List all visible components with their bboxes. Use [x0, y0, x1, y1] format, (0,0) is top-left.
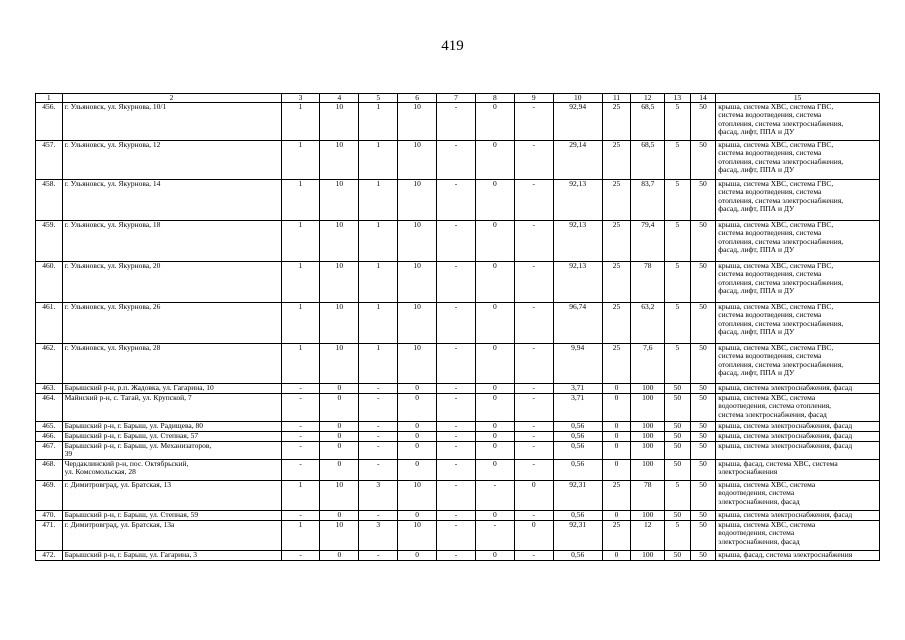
column-number-cell: 5: [359, 94, 398, 103]
value-cell: 0: [475, 422, 514, 432]
value-cell: 1: [359, 180, 398, 221]
value-cell: 10: [320, 344, 359, 384]
value-cell: 50: [665, 442, 691, 460]
row-number-cell: 470.: [36, 511, 63, 521]
works-list-cell: крыша, система ХВС, система водоотведения, система электроснабжения, фасад: [716, 521, 880, 551]
address-cell: Барышский р-н, г. Барыш, ул. Степная, 57: [62, 432, 281, 442]
value-cell: 0,56: [553, 511, 602, 521]
value-cell: 50: [690, 521, 716, 551]
column-number-cell: 10: [553, 94, 602, 103]
address-cell: Барышский р-н, г. Барыш, ул. Радищева, 80: [62, 422, 281, 432]
value-cell: 5: [665, 344, 691, 384]
value-cell: 0,56: [553, 422, 602, 432]
value-cell: 92,31: [553, 521, 602, 551]
table-row: [36, 394, 880, 422]
value-cell: 50: [690, 221, 716, 262]
value-cell: 100: [631, 551, 665, 561]
address-cell: г. Димитровград, ул. Братская, 13а: [62, 521, 281, 551]
row-number-cell: 456.: [36, 103, 63, 141]
value-cell: 12: [631, 521, 665, 551]
value-cell: 0: [398, 551, 437, 561]
table-row: [36, 103, 880, 141]
works-list-cell: крыша, система ХВС, система ГВС, система водоотведения, система отопления, система электроснабжения, фасад, лифт, ППА и ДУ: [716, 221, 880, 262]
value-cell: 10: [398, 344, 437, 384]
value-cell: 9,94: [553, 344, 602, 384]
value-cell: 0,56: [553, 442, 602, 460]
value-cell: 0: [475, 384, 514, 394]
value-cell: 0: [602, 422, 631, 432]
value-cell: 25: [602, 180, 631, 221]
column-number-cell: 11: [602, 94, 631, 103]
value-cell: 63,2: [631, 303, 665, 344]
works-list-cell: крыша, фасад, система электроснабжения: [716, 551, 880, 561]
value-cell: 50: [690, 422, 716, 432]
row-number-cell: 471.: [36, 521, 63, 551]
value-cell: -: [359, 384, 398, 394]
value-cell: -: [514, 422, 553, 432]
table-row: [36, 422, 880, 432]
value-cell: -: [281, 511, 320, 521]
column-number-cell: 15: [716, 94, 880, 103]
value-cell: -: [437, 394, 476, 422]
column-number-cell: 12: [631, 94, 665, 103]
value-cell: -: [514, 551, 553, 561]
value-cell: 10: [398, 303, 437, 344]
table-row: [36, 180, 880, 221]
column-number-cell: 9: [514, 94, 553, 103]
column-number-cell: 8: [475, 94, 514, 103]
table-row: [36, 551, 880, 561]
works-list-cell: крыша, система ХВС, система водоотведения, система электроснабжения, фасад: [716, 481, 880, 511]
value-cell: -: [437, 481, 476, 511]
value-cell: -: [437, 551, 476, 561]
value-cell: 0: [475, 344, 514, 384]
value-cell: 0: [320, 394, 359, 422]
value-cell: 0: [320, 460, 359, 481]
value-cell: -: [514, 460, 553, 481]
value-cell: 92,13: [553, 180, 602, 221]
table-row: [36, 481, 880, 511]
value-cell: -: [437, 141, 476, 180]
value-cell: 92,13: [553, 221, 602, 262]
value-cell: 1: [359, 303, 398, 344]
value-cell: 25: [602, 141, 631, 180]
value-cell: -: [437, 262, 476, 303]
value-cell: 68,5: [631, 103, 665, 141]
value-cell: -: [437, 460, 476, 481]
value-cell: -: [359, 551, 398, 561]
row-number-cell: 458.: [36, 180, 63, 221]
value-cell: -: [359, 432, 398, 442]
value-cell: 78: [631, 481, 665, 511]
value-cell: 10: [320, 521, 359, 551]
table-row: [36, 141, 880, 180]
table-row: [36, 460, 880, 481]
value-cell: -: [514, 432, 553, 442]
works-list-cell: крыша, система электроснабжения, фасад: [716, 422, 880, 432]
value-cell: 0: [514, 481, 553, 511]
page-number: 419: [441, 38, 464, 54]
value-cell: -: [514, 442, 553, 460]
value-cell: 50: [665, 460, 691, 481]
works-list-cell: крыша, система ХВС, система ГВС, система водоотведения, система отопления, система электроснабжения, фасад, лифт, ППА и ДУ: [716, 180, 880, 221]
value-cell: 1: [281, 303, 320, 344]
value-cell: 92,13: [553, 262, 602, 303]
value-cell: 3: [359, 521, 398, 551]
table-row: [36, 303, 880, 344]
value-cell: 3: [359, 481, 398, 511]
value-cell: -: [514, 394, 553, 422]
value-cell: 79,4: [631, 221, 665, 262]
row-number-cell: 457.: [36, 141, 63, 180]
works-list-cell: крыша, система электроснабжения, фасад: [716, 511, 880, 521]
value-cell: -: [437, 180, 476, 221]
value-cell: -: [514, 141, 553, 180]
value-cell: 1: [281, 103, 320, 141]
value-cell: -: [514, 221, 553, 262]
value-cell: 0,56: [553, 432, 602, 442]
table-row: [36, 432, 880, 442]
address-cell: г. Ульяновск, ул. Якурнова, 14: [62, 180, 281, 221]
value-cell: 50: [690, 384, 716, 394]
value-cell: 0: [320, 511, 359, 521]
value-cell: 0: [398, 460, 437, 481]
repair-schedule-table: [35, 93, 880, 561]
address-cell: г. Димитровград, ул. Братская, 13: [62, 481, 281, 511]
value-cell: -: [437, 432, 476, 442]
value-cell: -: [437, 521, 476, 551]
value-cell: 50: [690, 481, 716, 511]
value-cell: 0: [398, 511, 437, 521]
works-list-cell: крыша, система электроснабжения, фасад: [716, 432, 880, 442]
value-cell: -: [281, 384, 320, 394]
value-cell: 1: [281, 262, 320, 303]
row-number-cell: 466.: [36, 432, 63, 442]
value-cell: 10: [398, 221, 437, 262]
value-cell: -: [514, 384, 553, 394]
value-cell: 0: [475, 394, 514, 422]
value-cell: 25: [602, 344, 631, 384]
row-number-cell: 464.: [36, 394, 63, 422]
value-cell: -: [281, 432, 320, 442]
value-cell: 0: [398, 384, 437, 394]
table-row: [36, 221, 880, 262]
value-cell: 50: [690, 303, 716, 344]
value-cell: 50: [690, 460, 716, 481]
value-cell: 1: [281, 344, 320, 384]
value-cell: 0: [475, 262, 514, 303]
value-cell: 25: [602, 481, 631, 511]
value-cell: 1: [281, 180, 320, 221]
address-cell: г. Ульяновск, ул. Якурнова, 28: [62, 344, 281, 384]
value-cell: 10: [398, 262, 437, 303]
value-cell: -: [514, 303, 553, 344]
value-cell: 0: [475, 511, 514, 521]
value-cell: 0: [475, 180, 514, 221]
value-cell: 3,71: [553, 384, 602, 394]
value-cell: -: [514, 262, 553, 303]
works-list-cell: крыша, система электроснабжения, фасад: [716, 384, 880, 394]
value-cell: 100: [631, 460, 665, 481]
value-cell: -: [281, 551, 320, 561]
value-cell: 0: [602, 432, 631, 442]
value-cell: 100: [631, 511, 665, 521]
value-cell: 10: [320, 103, 359, 141]
value-cell: 100: [631, 384, 665, 394]
column-number-cell: 4: [320, 94, 359, 103]
row-number-cell: 460.: [36, 262, 63, 303]
works-list-cell: крыша, система ХВС, система ГВС, система водоотведения, система отопления, система электроснабжения, фасад, лифт, ППА и ДУ: [716, 303, 880, 344]
value-cell: 83,7: [631, 180, 665, 221]
value-cell: 10: [398, 103, 437, 141]
address-cell: г. Ульяновск, ул. Якурнова, 26: [62, 303, 281, 344]
value-cell: 0: [398, 394, 437, 422]
value-cell: 50: [665, 432, 691, 442]
works-list-cell: крыша, система ХВС, система ГВС, система водоотведения, система отопления, система электроснабжения, фасад, лифт, ППА и ДУ: [716, 344, 880, 384]
value-cell: 100: [631, 394, 665, 422]
row-number-cell: 469.: [36, 481, 63, 511]
value-cell: 96,74: [553, 303, 602, 344]
value-cell: 50: [690, 141, 716, 180]
value-cell: 5: [665, 141, 691, 180]
value-cell: -: [281, 394, 320, 422]
value-cell: 0: [602, 460, 631, 481]
value-cell: 100: [631, 432, 665, 442]
value-cell: 1: [359, 141, 398, 180]
value-cell: 0: [398, 432, 437, 442]
value-cell: 50: [665, 551, 691, 561]
value-cell: 0: [602, 551, 631, 561]
value-cell: -: [359, 422, 398, 432]
value-cell: -: [475, 521, 514, 551]
column-number-cell: 7: [437, 94, 476, 103]
works-list-cell: крыша, система ХВС, система ГВС, система водоотведения, система отопления, система электроснабжения, фасад, лифт, ППА и ДУ: [716, 262, 880, 303]
value-cell: 10: [320, 221, 359, 262]
value-cell: 50: [690, 511, 716, 521]
value-cell: 0: [602, 442, 631, 460]
row-number-cell: 459.: [36, 221, 63, 262]
value-cell: 0: [602, 511, 631, 521]
table-row: [36, 442, 880, 460]
value-cell: -: [437, 384, 476, 394]
address-cell: г. Ульяновск, ул. Якурнова, 10/1: [62, 103, 281, 141]
value-cell: 0,56: [553, 551, 602, 561]
value-cell: 29,14: [553, 141, 602, 180]
address-cell: г. Ульяновск, ул. Якурнова, 18: [62, 221, 281, 262]
works-list-cell: крыша, фасад, система ХВС, система электроснабжения: [716, 460, 880, 481]
value-cell: 0: [320, 551, 359, 561]
value-cell: 100: [631, 422, 665, 432]
works-list-cell: крыша, система ХВС, система водоотведения, система отопления, система электроснабжения, фасад: [716, 394, 880, 422]
value-cell: 1: [359, 344, 398, 384]
value-cell: 0: [398, 442, 437, 460]
value-cell: 5: [665, 180, 691, 221]
row-number-cell: 467.: [36, 442, 63, 460]
value-cell: 5: [665, 303, 691, 344]
value-cell: 0: [475, 551, 514, 561]
value-cell: 50: [690, 442, 716, 460]
value-cell: 50: [665, 394, 691, 422]
table-row: [36, 344, 880, 384]
value-cell: -: [281, 460, 320, 481]
value-cell: -: [359, 442, 398, 460]
address-cell: Чердаклинский р-н, пос. Октябрьский, ул. Комсомольская, 28: [62, 460, 281, 481]
value-cell: 50: [690, 262, 716, 303]
value-cell: 0: [398, 422, 437, 432]
value-cell: 25: [602, 521, 631, 551]
value-cell: 7,6: [631, 344, 665, 384]
value-cell: 50: [690, 103, 716, 141]
column-number-cell: 14: [690, 94, 716, 103]
value-cell: -: [437, 442, 476, 460]
value-cell: 5: [665, 262, 691, 303]
value-cell: -: [281, 422, 320, 432]
works-list-cell: крыша, система электроснабжения, фасад: [716, 442, 880, 460]
value-cell: 0: [475, 460, 514, 481]
value-cell: -: [514, 511, 553, 521]
row-number-cell: 462.: [36, 344, 63, 384]
value-cell: 1: [359, 103, 398, 141]
address-cell: Майнский р-н, с. Тагай, ул. Крупской, 7: [62, 394, 281, 422]
value-cell: 100: [631, 442, 665, 460]
table-row: [36, 384, 880, 394]
value-cell: -: [281, 442, 320, 460]
value-cell: 92,94: [553, 103, 602, 141]
value-cell: 10: [320, 141, 359, 180]
value-cell: 92,31: [553, 481, 602, 511]
works-list-cell: крыша, система ХВС, система ГВС, система водоотведения, система отопления, система электроснабжения, фасад, лифт, ППА и ДУ: [716, 103, 880, 141]
value-cell: 0: [514, 521, 553, 551]
value-cell: 50: [690, 344, 716, 384]
column-number-cell: 13: [665, 94, 691, 103]
value-cell: 0: [475, 442, 514, 460]
value-cell: 50: [690, 551, 716, 561]
table-row: [36, 521, 880, 551]
value-cell: 50: [665, 511, 691, 521]
value-cell: 0: [320, 422, 359, 432]
value-cell: 1: [359, 221, 398, 262]
value-cell: -: [437, 511, 476, 521]
value-cell: 3,71: [553, 394, 602, 422]
value-cell: 50: [665, 422, 691, 432]
value-cell: 0,56: [553, 460, 602, 481]
address-cell: Барышский р-н, р.п. Жадовка, ул. Гагарина, 10: [62, 384, 281, 394]
value-cell: 0: [602, 394, 631, 422]
value-cell: -: [475, 481, 514, 511]
value-cell: 10: [398, 481, 437, 511]
value-cell: 68,5: [631, 141, 665, 180]
value-cell: -: [514, 180, 553, 221]
value-cell: 25: [602, 221, 631, 262]
value-cell: 0: [475, 303, 514, 344]
address-cell: Барышский р-н, г. Барыш, ул. Гагарина, 3: [62, 551, 281, 561]
value-cell: -: [359, 511, 398, 521]
value-cell: 0: [475, 103, 514, 141]
row-number-cell: 461.: [36, 303, 63, 344]
row-number-cell: 468.: [36, 460, 63, 481]
value-cell: 50: [690, 432, 716, 442]
value-cell: 0: [602, 384, 631, 394]
value-cell: -: [514, 344, 553, 384]
value-cell: 10: [320, 262, 359, 303]
address-cell: г. Ульяновск, ул. Якурнова, 12: [62, 141, 281, 180]
value-cell: 25: [602, 303, 631, 344]
value-cell: -: [359, 460, 398, 481]
column-number-cell: 6: [398, 94, 437, 103]
column-number-cell: 1: [36, 94, 63, 103]
column-number-cell: 2: [62, 94, 281, 103]
value-cell: -: [514, 103, 553, 141]
value-cell: 25: [602, 262, 631, 303]
value-cell: 5: [665, 521, 691, 551]
value-cell: 10: [398, 141, 437, 180]
value-cell: 1: [281, 521, 320, 551]
value-cell: -: [437, 422, 476, 432]
value-cell: -: [437, 303, 476, 344]
value-cell: 5: [665, 103, 691, 141]
table-row: [36, 262, 880, 303]
value-cell: 50: [690, 180, 716, 221]
address-cell: Барышский р-н, г. Барыш, ул. Степная, 59: [62, 511, 281, 521]
value-cell: 10: [320, 180, 359, 221]
value-cell: 10: [320, 303, 359, 344]
value-cell: 50: [665, 384, 691, 394]
row-number-cell: 465.: [36, 422, 63, 432]
value-cell: 1: [281, 141, 320, 180]
value-cell: -: [437, 344, 476, 384]
value-cell: 5: [665, 221, 691, 262]
value-cell: 78: [631, 262, 665, 303]
value-cell: 10: [320, 481, 359, 511]
value-cell: 0: [475, 432, 514, 442]
value-cell: 0: [475, 141, 514, 180]
row-number-cell: 463.: [36, 384, 63, 394]
value-cell: 0: [475, 221, 514, 262]
value-cell: 0: [320, 384, 359, 394]
row-number-cell: 472.: [36, 551, 63, 561]
value-cell: -: [359, 394, 398, 422]
works-list-cell: крыша, система ХВС, система ГВС, система водоотведения, система отопления, система электроснабжения, фасад, лифт, ППА и ДУ: [716, 141, 880, 180]
value-cell: 0: [320, 442, 359, 460]
value-cell: 25: [602, 103, 631, 141]
address-cell: г. Ульяновск, ул. Якурнова, 20: [62, 262, 281, 303]
value-cell: 5: [665, 481, 691, 511]
address-cell: Барышский р-н, г. Барыш, ул. Механизаторов, 39: [62, 442, 281, 460]
value-cell: 1: [359, 262, 398, 303]
value-cell: -: [437, 221, 476, 262]
value-cell: 1: [281, 221, 320, 262]
value-cell: 1: [281, 481, 320, 511]
value-cell: 10: [398, 180, 437, 221]
value-cell: 0: [320, 432, 359, 442]
value-cell: 50: [690, 394, 716, 422]
column-number-cell: 3: [281, 94, 320, 103]
value-cell: -: [437, 103, 476, 141]
value-cell: 10: [398, 521, 437, 551]
table-row: [36, 511, 880, 521]
